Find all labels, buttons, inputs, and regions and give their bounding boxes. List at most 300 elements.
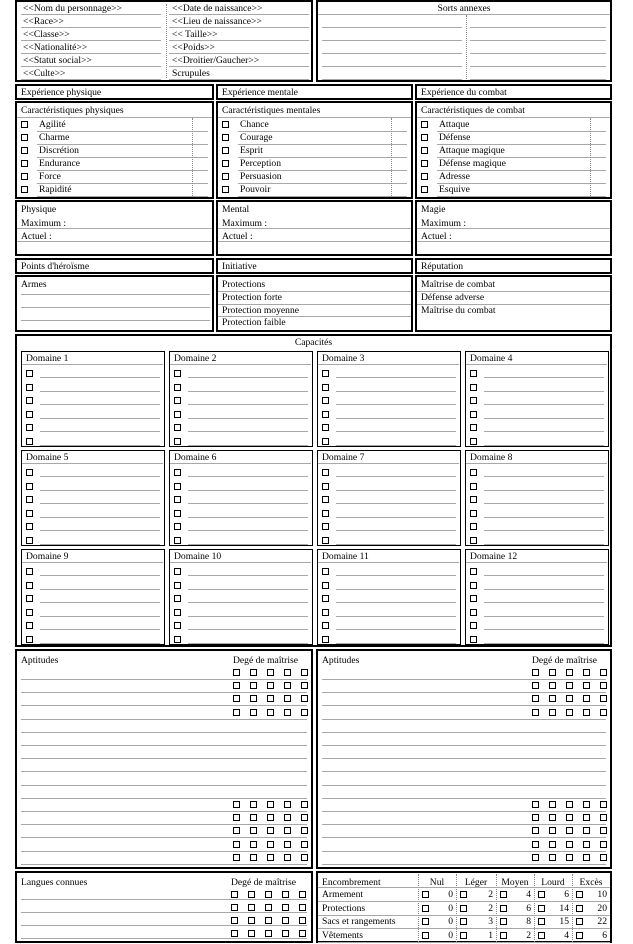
mastery-checkbox[interactable]: [301, 841, 308, 848]
mastery-checkbox[interactable]: [250, 801, 257, 808]
aptitude-line[interactable]: [21, 798, 307, 799]
mastery-checkbox[interactable]: [566, 682, 573, 689]
identity-field-line[interactable]: [169, 40, 309, 41]
domain-checkbox[interactable]: [470, 595, 477, 602]
domain-line[interactable]: [336, 391, 456, 392]
domain-checkbox[interactable]: [26, 469, 33, 476]
mastery-checkbox[interactable]: [549, 801, 556, 808]
mastery-checkbox[interactable]: [284, 841, 291, 848]
identity-field-line[interactable]: [169, 53, 309, 54]
domain-checkbox[interactable]: [470, 523, 477, 530]
mastery-checkbox[interactable]: [301, 801, 308, 808]
domain-checkbox[interactable]: [470, 397, 477, 404]
mastery-checkbox[interactable]: [231, 930, 238, 937]
domain-checkbox[interactable]: [26, 397, 33, 404]
domain-checkbox[interactable]: [322, 622, 329, 629]
encumbrance-line[interactable]: [318, 901, 610, 902]
domain-line[interactable]: [40, 503, 160, 504]
combat-mastery-line[interactable]: [417, 291, 610, 292]
domain-line[interactable]: [336, 602, 456, 603]
encumbrance-checkbox[interactable]: [500, 932, 507, 939]
encumbrance-line[interactable]: [318, 928, 610, 929]
mastery-checkbox[interactable]: [284, 827, 291, 834]
domain-line[interactable]: [188, 490, 308, 491]
domain-line[interactable]: [484, 643, 604, 644]
domain-checkbox[interactable]: [322, 595, 329, 602]
header-line[interactable]: [17, 117, 212, 118]
aptitude-line[interactable]: [21, 679, 307, 680]
mastery-checkbox[interactable]: [282, 917, 289, 924]
domain-checkbox[interactable]: [174, 411, 181, 418]
mastery-checkbox[interactable]: [583, 801, 590, 808]
domain-line[interactable]: [484, 404, 604, 405]
domain-checkbox[interactable]: [470, 469, 477, 476]
mastery-checkbox[interactable]: [301, 695, 308, 702]
encumbrance-checkbox[interactable]: [500, 905, 507, 912]
mastery-checkbox[interactable]: [583, 854, 590, 861]
sort-line[interactable]: [322, 53, 462, 54]
mastery-checkbox[interactable]: [583, 841, 590, 848]
domain-line[interactable]: [484, 391, 604, 392]
mastery-checkbox[interactable]: [248, 930, 255, 937]
domain-checkbox[interactable]: [26, 411, 33, 418]
mastery-checkbox[interactable]: [282, 891, 289, 898]
header-line[interactable]: [417, 117, 610, 118]
mastery-checkbox[interactable]: [284, 669, 291, 676]
encumbrance-checkbox[interactable]: [576, 932, 583, 939]
domain-line[interactable]: [188, 503, 308, 504]
mastery-checkbox[interactable]: [583, 682, 590, 689]
domain-checkbox[interactable]: [322, 537, 329, 544]
domain-line[interactable]: [484, 490, 604, 491]
characteristic-checkbox[interactable]: [21, 134, 28, 141]
mastery-checkbox[interactable]: [250, 709, 257, 716]
domain-checkbox[interactable]: [470, 411, 477, 418]
domain-checkbox[interactable]: [470, 568, 477, 575]
sort-line[interactable]: [322, 79, 462, 80]
domain-line[interactable]: [40, 418, 160, 419]
mastery-checkbox[interactable]: [250, 827, 257, 834]
domain-line[interactable]: [484, 517, 604, 518]
mastery-checkbox[interactable]: [284, 709, 291, 716]
aptitude-line[interactable]: [322, 785, 606, 786]
protection-line[interactable]: [218, 304, 411, 305]
mastery-checkbox[interactable]: [301, 814, 308, 821]
sort-line[interactable]: [470, 79, 606, 80]
domain-line[interactable]: [40, 377, 160, 378]
aptitude-line[interactable]: [21, 837, 307, 838]
domain-checkbox[interactable]: [470, 496, 477, 503]
domain-checkbox[interactable]: [322, 370, 329, 377]
aptitude-line[interactable]: [322, 864, 606, 865]
domain-line[interactable]: [40, 602, 160, 603]
domain-checkbox[interactable]: [470, 424, 477, 431]
header-line[interactable]: [466, 562, 607, 563]
aptitude-line[interactable]: [322, 811, 606, 812]
header-line[interactable]: [318, 463, 459, 464]
mastery-checkbox[interactable]: [265, 930, 272, 937]
domain-checkbox[interactable]: [174, 483, 181, 490]
characteristic-checkbox[interactable]: [421, 134, 428, 141]
header-line[interactable]: [466, 364, 607, 365]
mastery-checkbox[interactable]: [301, 709, 308, 716]
mastery-checkbox[interactable]: [233, 695, 240, 702]
mastery-checkbox[interactable]: [233, 814, 240, 821]
domain-checkbox[interactable]: [322, 424, 329, 431]
aptitude-line[interactable]: [21, 692, 307, 693]
domain-checkbox[interactable]: [470, 483, 477, 490]
header-line[interactable]: [22, 463, 163, 464]
mastery-checkbox[interactable]: [233, 854, 240, 861]
mastery-checkbox[interactable]: [566, 695, 573, 702]
mastery-checkbox[interactable]: [549, 814, 556, 821]
mastery-checkbox[interactable]: [600, 709, 607, 716]
domain-line[interactable]: [336, 404, 456, 405]
encumbrance-checkbox[interactable]: [576, 891, 583, 898]
characteristic-checkbox[interactable]: [21, 186, 28, 193]
domain-checkbox[interactable]: [26, 370, 33, 377]
mastery-checkbox[interactable]: [600, 801, 607, 808]
domain-checkbox[interactable]: [322, 384, 329, 391]
mastery-checkbox[interactable]: [532, 827, 539, 834]
mastery-checkbox[interactable]: [231, 917, 238, 924]
aptitude-line[interactable]: [322, 837, 606, 838]
domain-checkbox[interactable]: [26, 510, 33, 517]
domain-line[interactable]: [40, 575, 160, 576]
domain-checkbox[interactable]: [322, 469, 329, 476]
domain-line[interactable]: [336, 575, 456, 576]
domain-line[interactable]: [188, 544, 308, 545]
domain-checkbox[interactable]: [174, 384, 181, 391]
mastery-checkbox[interactable]: [532, 841, 539, 848]
domain-checkbox[interactable]: [174, 609, 181, 616]
header-line[interactable]: [218, 117, 411, 118]
characteristic-checkbox[interactable]: [222, 160, 229, 167]
domain-checkbox[interactable]: [26, 438, 33, 445]
langue-line[interactable]: [21, 925, 307, 926]
domain-line[interactable]: [484, 530, 604, 531]
mastery-checkbox[interactable]: [299, 891, 306, 898]
aptitude-line[interactable]: [21, 745, 307, 746]
aptitude-line[interactable]: [21, 758, 307, 759]
encumbrance-checkbox[interactable]: [538, 891, 545, 898]
domain-checkbox[interactable]: [322, 397, 329, 404]
domain-line[interactable]: [484, 589, 604, 590]
identity-field-line[interactable]: [169, 66, 309, 67]
domain-checkbox[interactable]: [322, 582, 329, 589]
domain-checkbox[interactable]: [26, 424, 33, 431]
encumbrance-checkbox[interactable]: [576, 905, 583, 912]
mastery-checkbox[interactable]: [299, 930, 306, 937]
mastery-checkbox[interactable]: [267, 854, 274, 861]
protection-line[interactable]: [218, 291, 411, 292]
characteristic-checkbox[interactable]: [222, 186, 229, 193]
domain-line[interactable]: [484, 629, 604, 630]
domain-line[interactable]: [484, 616, 604, 617]
mastery-checkbox[interactable]: [600, 695, 607, 702]
identity-field-line[interactable]: [169, 79, 309, 80]
domain-checkbox[interactable]: [26, 622, 33, 629]
pool-line[interactable]: [17, 228, 212, 229]
domain-checkbox[interactable]: [174, 622, 181, 629]
mastery-checkbox[interactable]: [600, 669, 607, 676]
domain-line[interactable]: [188, 602, 308, 603]
mastery-checkbox[interactable]: [250, 841, 257, 848]
mastery-checkbox[interactable]: [532, 814, 539, 821]
domain-checkbox[interactable]: [322, 510, 329, 517]
langue-line[interactable]: [21, 938, 307, 939]
mastery-checkbox[interactable]: [600, 814, 607, 821]
domain-checkbox[interactable]: [174, 496, 181, 503]
mastery-checkbox[interactable]: [600, 682, 607, 689]
mastery-checkbox[interactable]: [549, 682, 556, 689]
mastery-checkbox[interactable]: [282, 904, 289, 911]
mastery-checkbox[interactable]: [600, 827, 607, 834]
domain-line[interactable]: [40, 544, 160, 545]
mastery-checkbox[interactable]: [250, 854, 257, 861]
sort-line[interactable]: [322, 27, 462, 28]
mastery-checkbox[interactable]: [282, 930, 289, 937]
domain-checkbox[interactable]: [470, 537, 477, 544]
mastery-checkbox[interactable]: [566, 827, 573, 834]
identity-field-line[interactable]: [21, 27, 161, 28]
mastery-checkbox[interactable]: [267, 827, 274, 834]
encumbrance-checkbox[interactable]: [500, 891, 507, 898]
characteristic-line[interactable]: [37, 196, 208, 197]
domain-checkbox[interactable]: [322, 609, 329, 616]
pool-line[interactable]: [17, 241, 212, 242]
domain-line[interactable]: [336, 629, 456, 630]
domain-line[interactable]: [484, 602, 604, 603]
mastery-checkbox[interactable]: [265, 917, 272, 924]
domain-line[interactable]: [336, 589, 456, 590]
domain-checkbox[interactable]: [322, 438, 329, 445]
encumbrance-checkbox[interactable]: [422, 932, 429, 939]
experience-box[interactable]: [15, 84, 214, 100]
mastery-checkbox[interactable]: [301, 854, 308, 861]
identity-field-line[interactable]: [21, 40, 161, 41]
domain-line[interactable]: [484, 544, 604, 545]
characteristic-checkbox[interactable]: [421, 173, 428, 180]
domain-line[interactable]: [40, 530, 160, 531]
mastery-checkbox[interactable]: [566, 814, 573, 821]
domain-line[interactable]: [40, 616, 160, 617]
domain-checkbox[interactable]: [470, 582, 477, 589]
encumbrance-checkbox[interactable]: [460, 932, 467, 939]
sort-line[interactable]: [322, 66, 462, 67]
aptitude-line[interactable]: [322, 824, 606, 825]
characteristic-checkbox[interactable]: [421, 160, 428, 167]
mastery-checkbox[interactable]: [566, 841, 573, 848]
domain-line[interactable]: [188, 377, 308, 378]
identity-field-line[interactable]: [169, 27, 309, 28]
mastery-checkbox[interactable]: [532, 695, 539, 702]
mastery-checkbox[interactable]: [549, 695, 556, 702]
identity-field-line[interactable]: [169, 14, 309, 15]
domain-line[interactable]: [336, 544, 456, 545]
domain-line[interactable]: [484, 418, 604, 419]
domain-line[interactable]: [40, 431, 160, 432]
domain-line[interactable]: [188, 404, 308, 405]
encumbrance-checkbox[interactable]: [422, 918, 429, 925]
mastery-checkbox[interactable]: [248, 891, 255, 898]
mastery-checkbox[interactable]: [299, 917, 306, 924]
domain-line[interactable]: [188, 643, 308, 644]
sort-line[interactable]: [470, 53, 606, 54]
domain-line[interactable]: [336, 517, 456, 518]
identity-field-line[interactable]: [21, 66, 161, 67]
domain-checkbox[interactable]: [174, 582, 181, 589]
mastery-checkbox[interactable]: [583, 814, 590, 821]
mastery-checkbox[interactable]: [600, 841, 607, 848]
mastery-checkbox[interactable]: [267, 801, 274, 808]
aptitude-line[interactable]: [322, 679, 606, 680]
mastery-checkbox[interactable]: [532, 854, 539, 861]
mastery-checkbox[interactable]: [231, 891, 238, 898]
encumbrance-checkbox[interactable]: [538, 918, 545, 925]
characteristic-checkbox[interactable]: [222, 121, 229, 128]
domain-line[interactable]: [336, 418, 456, 419]
mastery-checkbox[interactable]: [549, 854, 556, 861]
domain-checkbox[interactable]: [174, 523, 181, 530]
header-line[interactable]: [22, 562, 163, 563]
mastery-checkbox[interactable]: [267, 695, 274, 702]
aptitude-line[interactable]: [322, 745, 606, 746]
characteristic-line[interactable]: [37, 170, 208, 171]
langue-line[interactable]: [21, 899, 307, 900]
encumbrance-checkbox[interactable]: [576, 918, 583, 925]
sort-line[interactable]: [470, 66, 606, 67]
domain-line[interactable]: [336, 377, 456, 378]
mastery-checkbox[interactable]: [301, 827, 308, 834]
aptitude-line[interactable]: [322, 692, 606, 693]
domain-line[interactable]: [336, 431, 456, 432]
domain-checkbox[interactable]: [26, 609, 33, 616]
pool-line[interactable]: [417, 228, 610, 229]
aptitude-line[interactable]: [21, 719, 307, 720]
mastery-checkbox[interactable]: [532, 709, 539, 716]
mastery-checkbox[interactable]: [284, 801, 291, 808]
mastery-checkbox[interactable]: [299, 904, 306, 911]
mastery-checkbox[interactable]: [267, 709, 274, 716]
characteristic-line[interactable]: [238, 196, 407, 197]
domain-checkbox[interactable]: [322, 568, 329, 575]
aptitude-line[interactable]: [21, 824, 307, 825]
domain-line[interactable]: [188, 517, 308, 518]
domain-checkbox[interactable]: [470, 510, 477, 517]
domain-line[interactable]: [484, 377, 604, 378]
domain-checkbox[interactable]: [322, 496, 329, 503]
domain-line[interactable]: [188, 418, 308, 419]
characteristic-checkbox[interactable]: [222, 147, 229, 154]
mastery-checkbox[interactable]: [233, 841, 240, 848]
sort-line[interactable]: [470, 27, 606, 28]
encumbrance-checkbox[interactable]: [460, 891, 467, 898]
mastery-checkbox[interactable]: [532, 801, 539, 808]
characteristic-checkbox[interactable]: [21, 121, 28, 128]
aptitude-line[interactable]: [21, 785, 307, 786]
domain-checkbox[interactable]: [322, 523, 329, 530]
mastery-checkbox[interactable]: [267, 682, 274, 689]
aptitude-line[interactable]: [322, 771, 606, 772]
aptitude-line[interactable]: [322, 851, 606, 852]
domain-line[interactable]: [40, 629, 160, 630]
domain-line[interactable]: [40, 476, 160, 477]
aptitude-line[interactable]: [21, 811, 307, 812]
identity-field-line[interactable]: [21, 53, 161, 54]
domain-checkbox[interactable]: [26, 582, 33, 589]
experience-box[interactable]: [415, 84, 612, 100]
mastery-checkbox[interactable]: [549, 827, 556, 834]
domain-line[interactable]: [336, 616, 456, 617]
mastery-checkbox[interactable]: [250, 814, 257, 821]
domain-checkbox[interactable]: [26, 636, 33, 643]
mastery-checkbox[interactable]: [284, 682, 291, 689]
mastery-checkbox[interactable]: [248, 904, 255, 911]
mastery-checkbox[interactable]: [233, 682, 240, 689]
encumbrance-checkbox[interactable]: [538, 932, 545, 939]
arme-line[interactable]: [21, 320, 210, 321]
domain-line[interactable]: [484, 575, 604, 576]
mastery-checkbox[interactable]: [233, 669, 240, 676]
combat-mastery-line[interactable]: [417, 304, 610, 305]
mastery-checkbox[interactable]: [301, 669, 308, 676]
mastery-checkbox[interactable]: [532, 682, 539, 689]
domain-checkbox[interactable]: [174, 469, 181, 476]
domain-checkbox[interactable]: [174, 438, 181, 445]
domain-line[interactable]: [336, 503, 456, 504]
domain-checkbox[interactable]: [470, 384, 477, 391]
langue-line[interactable]: [21, 912, 307, 913]
aptitude-line[interactable]: [21, 705, 307, 706]
mastery-checkbox[interactable]: [583, 669, 590, 676]
domain-checkbox[interactable]: [322, 636, 329, 643]
domain-checkbox[interactable]: [322, 483, 329, 490]
domain-checkbox[interactable]: [26, 384, 33, 391]
domain-checkbox[interactable]: [470, 636, 477, 643]
mastery-checkbox[interactable]: [233, 709, 240, 716]
domain-line[interactable]: [188, 575, 308, 576]
mastery-checkbox[interactable]: [549, 841, 556, 848]
domain-checkbox[interactable]: [174, 370, 181, 377]
domain-line[interactable]: [40, 517, 160, 518]
encumbrance-checkbox[interactable]: [422, 891, 429, 898]
domain-line[interactable]: [336, 476, 456, 477]
mastery-checkbox[interactable]: [566, 669, 573, 676]
arme-line[interactable]: [21, 307, 210, 308]
misc-box[interactable]: [15, 258, 214, 274]
sort-line[interactable]: [470, 40, 606, 41]
pool-line[interactable]: [218, 241, 411, 242]
mastery-checkbox[interactable]: [284, 814, 291, 821]
mastery-checkbox[interactable]: [583, 827, 590, 834]
domain-line[interactable]: [336, 490, 456, 491]
characteristic-checkbox[interactable]: [222, 173, 229, 180]
aptitude-line[interactable]: [21, 864, 307, 865]
mastery-checkbox[interactable]: [566, 801, 573, 808]
mastery-checkbox[interactable]: [284, 854, 291, 861]
mastery-checkbox[interactable]: [267, 669, 274, 676]
domain-checkbox[interactable]: [470, 622, 477, 629]
mastery-checkbox[interactable]: [250, 682, 257, 689]
sort-line[interactable]: [322, 40, 462, 41]
header-line[interactable]: [318, 14, 610, 15]
mastery-checkbox[interactable]: [233, 827, 240, 834]
domain-line[interactable]: [40, 490, 160, 491]
encumbrance-checkbox[interactable]: [538, 905, 545, 912]
domain-checkbox[interactable]: [26, 568, 33, 575]
encumbrance-checkbox[interactable]: [422, 905, 429, 912]
